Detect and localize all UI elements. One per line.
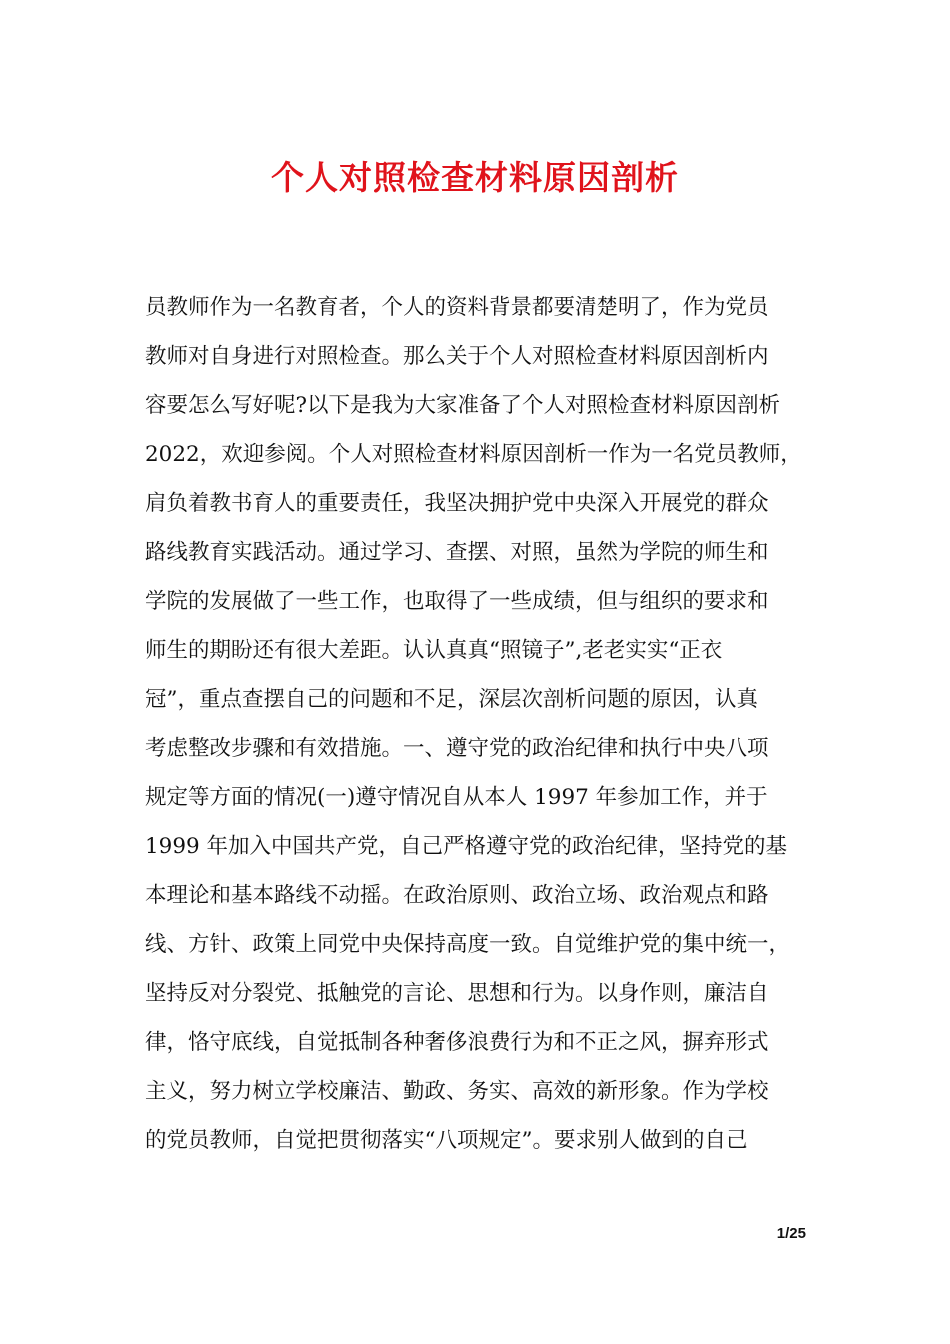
body-line: 肩负着教书育人的重要责任，我坚决拥护党中央深入开展党的群众 <box>145 491 769 516</box>
body-line: 师生的期盼还有很大差距。认认真真“照镜子”,老老实实“正衣 <box>145 638 723 663</box>
body-line: 本理论和基本路线不动摇。在政治原则、政治立场、政治观点和路 <box>145 883 769 908</box>
body-line: 容要怎么写好呢?以下是我为大家准备了个人对照检查材料原因剖析 <box>145 393 781 418</box>
body-line: 1999 年加入中国共产党，自己严格遵守党的政治纪律，坚持党的基 <box>145 834 788 859</box>
body-line: 规定等方面的情况(一)遵守情况自从本人 1997 年参加工作，并于 <box>145 785 768 810</box>
body-line: 主义，努力树立学校廉洁、勤政、务实、高效的新形象。作为学校 <box>145 1079 769 1104</box>
body-line: 员教师作为一名教育者，个人的资料背景都要清楚明了，作为党员 <box>145 295 769 320</box>
body-line: 教师对自身进行对照检查。那么关于个人对照检查材料原因剖析内 <box>145 344 769 369</box>
body-line: 冠”，重点查摆自己的问题和不足，深层次剖析问题的原因，认真 <box>145 687 758 712</box>
page-number: 1/25 <box>776 1225 806 1242</box>
body-line: 线、方针、政策上同党中央保持高度一致。自觉维护党的集中统一， <box>145 932 791 957</box>
body-line: 考虑整改步骤和有效措施。一、遵守党的政治纪律和执行中央八项 <box>145 736 769 761</box>
body-line: 的党员教师，自觉把贯彻落实“八项规定”。要求别人做到的自己 <box>145 1128 748 1153</box>
document-body <box>145 283 815 1165</box>
body-line: 学院的发展做了一些工作，也取得了一些成绩，但与组织的要求和 <box>145 589 769 614</box>
body-line: 坚持反对分裂党、抵触党的言论、思想和行为。以身作则，廉洁自 <box>145 981 769 1006</box>
body-line: 路线教育实践活动。通过学习、查摆、对照，虽然为学院的师生和 <box>145 540 769 565</box>
body-line: 2022，欢迎参阅。个人对照检查材料原因剖析一作为一名党员教师， <box>145 442 802 467</box>
document-title: 个人对照检查材料原因剖析 <box>271 158 679 197</box>
body-line: 律，恪守底线，自觉抵制各种奢侈浪费行为和不正之风，摒弃形式 <box>145 1030 769 1055</box>
